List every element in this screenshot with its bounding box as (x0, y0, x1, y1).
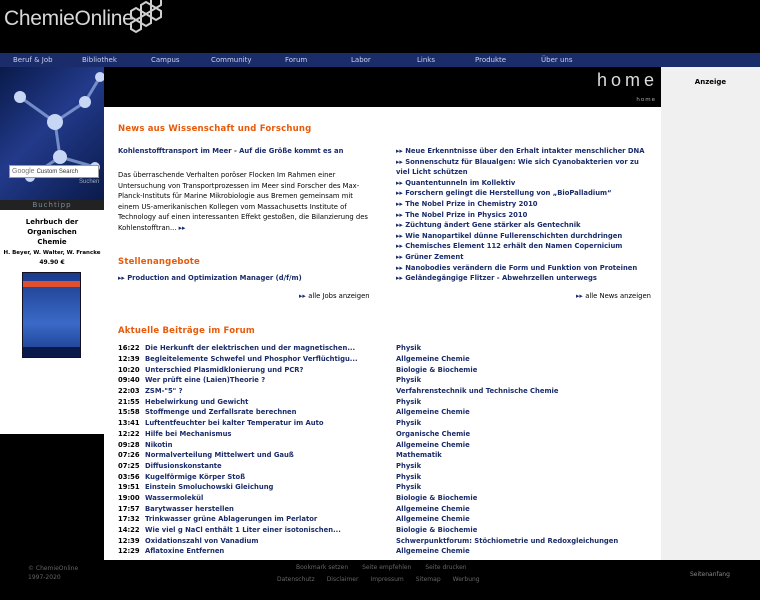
forum-category-link[interactable]: Organische Chemie (396, 429, 471, 438)
forum-title-link[interactable]: Nikotin (145, 440, 173, 449)
news-list-item[interactable]: ▸▸ Chemisches Element 112 erhält den Namen Copernicium (396, 242, 623, 251)
double-arrow-icon: ▸▸ (396, 221, 406, 230)
hexagon-logo-icon (122, 0, 172, 40)
forum-time: 12:39 (118, 536, 140, 545)
double-arrow-icon: ▸▸ (396, 178, 406, 187)
copyright-line2: 1997-2020 (28, 574, 61, 581)
forum-row (118, 450, 658, 461)
nav-item-forum[interactable]: Forum (285, 56, 308, 64)
jobs-heading: Stellenangebote (118, 257, 200, 267)
forum-title-link[interactable]: Barytwasser herstellen (145, 504, 234, 513)
forum-title-link[interactable]: Hilfe bei Mechanismus (145, 429, 232, 438)
sitemap-link[interactable]: Sitemap (415, 576, 441, 583)
forum-title-link[interactable]: Hebelwirkung und Gewicht (145, 397, 249, 406)
nav-item-campus[interactable]: Campus (151, 56, 180, 64)
forum-category-link[interactable]: Allgemeine Chemie (396, 504, 470, 513)
back-to-top-link[interactable]: Seitenanfang (690, 571, 730, 578)
forum-category-link[interactable]: Allgemeine Chemie (396, 408, 470, 417)
forum-category-link[interactable]: Biologie & Biochemie (396, 365, 478, 374)
news-heading: News aus Wissenschaft und Forschung (118, 124, 312, 134)
forum-title-link[interactable]: Aflatoxine Entfernen (145, 547, 225, 556)
forum-time: 17:57 (118, 504, 140, 513)
forum-time: 07:26 (118, 451, 140, 460)
forum-category-link[interactable]: Physik (396, 344, 422, 353)
forum-time: 09:28 (118, 440, 140, 449)
nav-item-community[interactable]: Community (211, 56, 252, 64)
news-main-title[interactable]: Kohlenstofftransport im Meer - Auf die Größe kommt es an (118, 147, 344, 155)
recommend-link[interactable]: Seite empfehlen (362, 564, 412, 571)
forum-category-link[interactable]: Biologie & Biochemie (396, 526, 478, 535)
news-list-item[interactable]: ▸▸ Grüner Zement (396, 252, 464, 261)
forum-title-link[interactable]: Stoffmenge und Zerfallsrate berechnen (145, 408, 297, 417)
ad-label: Anzeige (694, 78, 727, 86)
forum-row (118, 525, 658, 536)
forum-title-link[interactable]: Luftentfeuchter bei kalter Temperatur im Auto (145, 419, 324, 428)
double-arrow-icon: ▸▸ (299, 292, 309, 300)
forum-title-link[interactable]: Diffusionskonstante (145, 461, 222, 470)
all-news-link[interactable]: ▸▸ alle News anzeigen (576, 292, 651, 300)
forum-row (118, 343, 658, 354)
double-arrow-icon: ▸▸ (396, 189, 406, 198)
forum-time: 10:20 (118, 365, 140, 374)
forum-time: 12:39 (118, 355, 140, 364)
main-nav (0, 53, 760, 67)
forum-row (118, 546, 658, 557)
forum-time: 19:51 (118, 483, 140, 492)
double-arrow-icon: ▸▸ (396, 199, 406, 208)
forum-category-link[interactable]: Verfahrenstechnik und Technische Chemie (396, 387, 559, 396)
news-list-item[interactable]: ▸▸ Quantentunneln im Kollektiv (396, 178, 516, 187)
privacy-link[interactable]: Datenschutz (277, 576, 315, 583)
forum-time: 19:00 (118, 493, 140, 502)
news-list-item[interactable]: ▸▸ Forschern gelingt die Herstellung von „BioPalladium“ (396, 189, 612, 198)
search-input[interactable] (9, 165, 99, 178)
forum-row (118, 407, 658, 418)
search-button[interactable]: Suchen (79, 179, 100, 185)
forum-time: 14:22 (118, 526, 140, 535)
forum-time: 03:56 (118, 472, 140, 481)
forum-row (118, 418, 658, 429)
book-title-line2[interactable]: Chemie (37, 238, 67, 246)
page-title: home (596, 70, 658, 90)
logo[interactable] (4, 4, 133, 34)
copyright-line1: © ChemieOnline (28, 565, 79, 572)
footer-links-row2 (277, 576, 480, 583)
forum-time: 17:32 (118, 515, 140, 524)
book-cover-image[interactable] (22, 272, 81, 358)
news-main-body: Das überraschende Verhalten poröser Flocken Im Rahmen einer Untersuchung von Transportprozessen im Meer sind Forscher des Max-Planck-Instituts für Marine Mikrobiologie aus Bremen gemeinsam mit einem US-amerikanischen Kollegen vom Massachusetts Institute of Technology auf einen interessanten Effekt gestoßen, die Bilanzierung des Kohlenstofftran... (118, 171, 368, 232)
forum-category-link[interactable]: Allgemeine Chemie (396, 547, 470, 556)
nav-item-beruf-job[interactable]: Beruf & Job (13, 56, 53, 64)
forum-row (118, 493, 658, 504)
forum-time: 15:58 (118, 408, 140, 417)
ad-sidebar (661, 67, 760, 560)
book-authors: H. Beyer, W. Walter, W. Francke (3, 250, 101, 256)
double-arrow-icon: ▸▸ (396, 242, 406, 251)
forum-row (118, 471, 658, 482)
forum-title-link[interactable]: ZSM-"5" ? (145, 387, 183, 396)
copyright (28, 564, 78, 582)
news-list (396, 146, 651, 284)
forum-category-link[interactable]: Physik (396, 419, 422, 428)
forum-row (118, 429, 658, 440)
left-sidebar (0, 67, 104, 560)
forum-category-link[interactable]: Physik (396, 376, 422, 385)
forum-category-link[interactable]: Mathematik (396, 451, 442, 460)
forum-row (118, 461, 658, 472)
forum-row (118, 503, 658, 514)
forum-row (118, 535, 658, 546)
forum-category-link[interactable]: Allgemeine Chemie (396, 355, 470, 364)
forum-time: 13:41 (118, 419, 140, 428)
news-list-item[interactable]: ▸▸ The Nobel Prize in Physics 2010 (396, 210, 528, 219)
breadcrumb[interactable]: home (636, 97, 656, 103)
advertising-link[interactable]: Werbung (452, 576, 480, 583)
double-arrow-icon: ▸▸ (396, 210, 406, 219)
forum-title-link[interactable]: Wie viel g NaCl enthält 1 Liter einer isotonischen... (145, 526, 341, 535)
news-list-item[interactable]: ▸▸ Wie Nanopartikel dünne Fullerenschichten durchdringen (396, 231, 623, 240)
forum-category-link[interactable]: Physik (396, 483, 422, 492)
book-cover-stripe (23, 281, 80, 287)
page-banner (104, 67, 661, 107)
double-arrow-icon: ▸▸ (396, 263, 406, 272)
forum-category-link[interactable]: Biologie & Biochemie (396, 493, 478, 502)
book-cover-base (23, 347, 80, 357)
nav-item-links[interactable]: Links (417, 56, 435, 64)
forum-category-link[interactable]: Schwerpunktforum: Stöchiometrie und Redoxgleichungen (396, 536, 619, 545)
forum-title-link[interactable]: Die Herkunft der elektrischen und der magnetischen... (145, 344, 356, 353)
molecule-image (0, 67, 104, 200)
forum-title-link[interactable]: Einstein Smoluchowski Gleichung (145, 483, 274, 492)
buchtipp-label: Buchtipp (0, 200, 104, 210)
forum-title-link[interactable]: Kugelförmige Körper Stoß (145, 472, 246, 481)
forum-time: 12:29 (118, 547, 140, 556)
forum-category-link[interactable]: Allgemeine Chemie (396, 515, 470, 524)
print-link[interactable]: Seite drucken (425, 564, 467, 571)
forum-time: 07:25 (118, 461, 140, 470)
news-list-item[interactable]: ▸▸ Neue Erkenntnisse über den Erhalt intakter menschlicher DNA (396, 147, 645, 155)
job-item[interactable]: ▸▸ Production and Optimization Manager (d/f/m) (118, 274, 302, 282)
logo-text: ChemieOnline (4, 7, 134, 30)
forum-row (118, 364, 658, 375)
news-list-item[interactable]: ▸▸ Züchtung ändert Gene stärker als Gentechnik (396, 221, 581, 230)
double-arrow-icon: ▸▸ (396, 274, 406, 283)
forum-time: 09:40 (118, 376, 140, 385)
forum-row (118, 386, 658, 397)
forum-time: 21:55 (118, 397, 140, 406)
double-arrow-icon: ▸▸ (396, 147, 406, 155)
forum-row (118, 439, 658, 450)
forum-time: 16:22 (118, 344, 140, 353)
double-arrow-icon: ▸▸ (396, 231, 406, 240)
forum-category-link[interactable]: Allgemeine Chemie (396, 440, 470, 449)
book-tip[interactable] (0, 210, 104, 434)
bookmark-link[interactable]: Bookmark setzen (296, 564, 349, 571)
forum-row (118, 375, 658, 386)
forum-heading: Aktuelle Beiträge im Forum (118, 326, 255, 336)
disclaimer-link[interactable]: Disclaimer (326, 576, 359, 583)
forum-title-link[interactable]: Unterschied Plasmidklonierung und PCR? (145, 365, 304, 374)
imprint-link[interactable]: Impressum (370, 576, 404, 583)
nav-item-ueber-uns[interactable]: Über uns (541, 56, 573, 64)
forum-title-link[interactable]: Trinkwasser grüne Ablagerungen im Perlator (145, 515, 318, 524)
nav-item-produkte[interactable]: Produkte (475, 56, 507, 64)
double-arrow-icon: ▸▸ (396, 157, 406, 166)
news-list-item[interactable]: ▸▸ Geländegängige Flitzer - Abwehrzellen unterwegs (396, 274, 597, 283)
forum-row (118, 354, 658, 365)
more-arrow-icon[interactable]: ▸▸ (178, 223, 186, 232)
forum-category-link[interactable]: Physik (396, 472, 422, 481)
double-arrow-icon: ▸▸ (576, 292, 586, 300)
google-logo: Google (12, 168, 35, 175)
nav-item-labor[interactable]: Labor (351, 56, 371, 64)
news-list-item[interactable]: ▸▸ Sonnenschutz für Blaualgen: Wie sich Cyanobakterien vor zu viel Licht schützen (396, 157, 639, 177)
all-jobs-link[interactable]: ▸▸ alle Jobs anzeigen (299, 292, 370, 300)
nav-item-bibliothek[interactable]: Bibliothek (82, 56, 117, 64)
forum-category-link[interactable]: Physik (396, 397, 422, 406)
forum-title-link[interactable]: Begleitelemente Schwefel und Phosphor Verflüchtigu... (145, 355, 358, 364)
forum-row (118, 396, 658, 407)
footer-links-row1 (296, 564, 467, 571)
forum-time: 12:22 (118, 429, 140, 438)
main-content (104, 107, 661, 560)
news-list-item[interactable]: ▸▸ The Nobel Prize in Chemistry 2010 (396, 199, 538, 208)
book-price: 49.90 € (39, 259, 65, 266)
search-placeholder: Custom Search (36, 168, 78, 175)
forum-row (118, 514, 658, 525)
forum-row (118, 482, 658, 493)
double-arrow-icon: ▸▸ (396, 252, 406, 261)
news-list-item[interactable]: ▸▸ Nanobodies verändern die Form und Funktion von Proteinen (396, 263, 638, 272)
forum-title-link[interactable]: Normalverteilung Mittelwert und Gauß (145, 451, 294, 460)
forum-category-link[interactable]: Physik (396, 461, 422, 470)
news-main-text (118, 170, 368, 233)
footer (0, 560, 760, 600)
forum-time: 22:03 (118, 387, 140, 396)
forum-title-link[interactable]: Wassermolekül (145, 493, 204, 502)
header (0, 0, 760, 53)
forum-title-link[interactable]: Wer prüft eine (Laien)Theorie ? (145, 376, 266, 385)
double-arrow-icon: ▸▸ (118, 274, 128, 282)
forum-title-link[interactable]: Oxidationszahl von Vanadium (145, 536, 259, 545)
forum-list (118, 343, 658, 557)
book-title-line1[interactable]: Lehrbuch der Organischen (25, 218, 79, 236)
